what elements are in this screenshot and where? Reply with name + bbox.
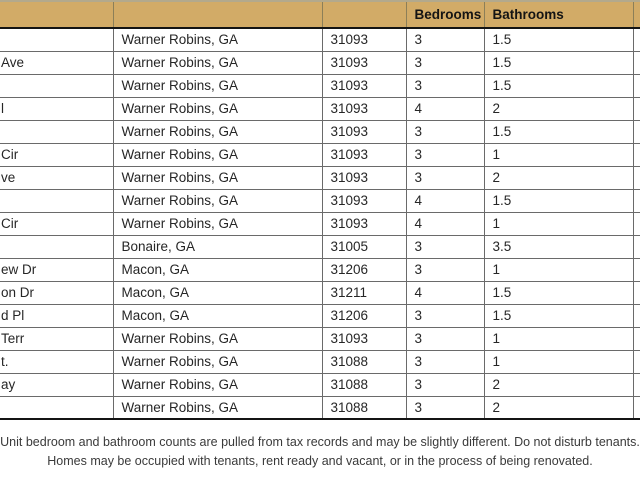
table-row — [0, 166, 640, 189]
table-row — [0, 327, 640, 350]
cell-address: l — [0, 97, 113, 120]
cell-bedrooms: 4 — [406, 212, 484, 235]
cell-zip: 31093 — [322, 120, 406, 143]
cell-bathrooms: 2 — [484, 97, 633, 120]
cell-zip: 31093 — [322, 166, 406, 189]
cell-zip: 31206 — [322, 304, 406, 327]
cell-bedrooms: 3 — [406, 28, 484, 51]
cell-extra — [633, 350, 640, 373]
cell-bedrooms: 3 — [406, 373, 484, 396]
cell-bedrooms: 3 — [406, 304, 484, 327]
cell-bedrooms: 4 — [406, 281, 484, 304]
cell-bathrooms: 1 — [484, 212, 633, 235]
cell-bathrooms: 2 — [484, 373, 633, 396]
table-row — [0, 51, 640, 74]
cell-bathrooms: 1.5 — [484, 51, 633, 74]
cell-bedrooms: 3 — [406, 258, 484, 281]
cell-bathrooms: 1 — [484, 143, 633, 166]
cell-city: Macon, GA — [113, 304, 322, 327]
cell-extra — [633, 327, 640, 350]
cell-bathrooms: 2 — [484, 396, 633, 419]
cell-zip: 31088 — [322, 396, 406, 419]
column-header-address — [0, 1, 113, 28]
cell-zip: 31005 — [322, 235, 406, 258]
cell-address: Cir — [0, 212, 113, 235]
column-header-extra — [633, 1, 640, 28]
cell-bedrooms: 3 — [406, 327, 484, 350]
cell-extra — [633, 304, 640, 327]
cell-extra — [633, 51, 640, 74]
cell-city: Warner Robins, GA — [113, 51, 322, 74]
cell-address: d Pl — [0, 304, 113, 327]
column-header-zip — [322, 1, 406, 28]
cell-zip: 31211 — [322, 281, 406, 304]
cell-bedrooms: 3 — [406, 396, 484, 419]
table-header — [0, 1, 640, 28]
cell-extra — [633, 235, 640, 258]
cell-extra — [633, 189, 640, 212]
cell-bedrooms: 3 — [406, 235, 484, 258]
column-header-city — [113, 1, 322, 28]
cell-zip: 31093 — [322, 143, 406, 166]
cell-address: ew Dr — [0, 258, 113, 281]
table-row — [0, 120, 640, 143]
table-row — [0, 189, 640, 212]
table-row — [0, 97, 640, 120]
cell-extra — [633, 166, 640, 189]
cell-city: Warner Robins, GA — [113, 166, 322, 189]
column-header-bedrooms: Bedrooms — [406, 1, 484, 28]
header-row — [0, 1, 640, 28]
cell-bathrooms: 1.5 — [484, 304, 633, 327]
cell-zip: 31093 — [322, 74, 406, 97]
table-row — [0, 143, 640, 166]
cell-bathrooms: 1 — [484, 327, 633, 350]
table-row — [0, 235, 640, 258]
table-row — [0, 350, 640, 373]
table-row — [0, 28, 640, 51]
cell-bedrooms: 3 — [406, 120, 484, 143]
cell-zip: 31093 — [322, 28, 406, 51]
cell-city: Warner Robins, GA — [113, 28, 322, 51]
table-row — [0, 258, 640, 281]
cell-address — [0, 396, 113, 419]
cell-bathrooms: 1.5 — [484, 28, 633, 51]
cell-city: Warner Robins, GA — [113, 97, 322, 120]
cell-extra — [633, 120, 640, 143]
cell-bathrooms: 1.5 — [484, 120, 633, 143]
table-row — [0, 373, 640, 396]
cell-zip: 31093 — [322, 189, 406, 212]
cell-bedrooms: 3 — [406, 74, 484, 97]
cell-address: Cir — [0, 143, 113, 166]
cell-zip: 31206 — [322, 258, 406, 281]
cell-extra — [633, 28, 640, 51]
cell-address — [0, 120, 113, 143]
cell-address: ve — [0, 166, 113, 189]
cell-extra — [633, 281, 640, 304]
cell-city: Warner Robins, GA — [113, 327, 322, 350]
cell-address — [0, 28, 113, 51]
cell-city: Warner Robins, GA — [113, 189, 322, 212]
cell-bathrooms: 1 — [484, 350, 633, 373]
cell-bathrooms: 1 — [484, 258, 633, 281]
cell-zip: 31093 — [322, 327, 406, 350]
cell-bathrooms: 3.5 — [484, 235, 633, 258]
cell-extra — [633, 74, 640, 97]
cell-address: on Dr — [0, 281, 113, 304]
table-row — [0, 281, 640, 304]
cell-zip: 31093 — [322, 97, 406, 120]
cell-extra — [633, 396, 640, 419]
cell-city: Warner Robins, GA — [113, 350, 322, 373]
disclaimer — [0, 433, 640, 471]
cell-address: Terr — [0, 327, 113, 350]
cell-extra — [633, 97, 640, 120]
cell-bathrooms: 2 — [484, 166, 633, 189]
cell-bathrooms: 1.5 — [484, 74, 633, 97]
cell-zip: 31093 — [322, 212, 406, 235]
cell-city: Macon, GA — [113, 258, 322, 281]
cell-city: Warner Robins, GA — [113, 74, 322, 97]
cell-bedrooms: 3 — [406, 166, 484, 189]
cell-city: Warner Robins, GA — [113, 373, 322, 396]
cell-address: t. — [0, 350, 113, 373]
disclaimer-line-1: Unit bedroom and bathroom counts are pulled from tax records and may be slightly different. Do not disturb tenants. — [0, 435, 640, 449]
cell-address: ay — [0, 373, 113, 396]
cell-bedrooms: 4 — [406, 97, 484, 120]
cell-city: Warner Robins, GA — [113, 143, 322, 166]
cell-bathrooms: 1.5 — [484, 189, 633, 212]
table-row — [0, 304, 640, 327]
cell-extra — [633, 212, 640, 235]
cell-zip: 31093 — [322, 51, 406, 74]
cell-bedrooms: 3 — [406, 350, 484, 373]
cell-extra — [633, 373, 640, 396]
table-row — [0, 74, 640, 97]
table-row — [0, 212, 640, 235]
cell-address — [0, 235, 113, 258]
cell-zip: 31088 — [322, 350, 406, 373]
cell-extra — [633, 143, 640, 166]
cell-city: Macon, GA — [113, 281, 322, 304]
disclaimer-line-2: Homes may be occupied with tenants, rent ready and vacant, or in the process of being renovated. — [47, 454, 593, 468]
cell-address: Ave — [0, 51, 113, 74]
cell-bathrooms: 1.5 — [484, 281, 633, 304]
cell-extra — [633, 258, 640, 281]
cell-city: Warner Robins, GA — [113, 212, 322, 235]
column-header-bathrooms: Bathrooms — [484, 1, 633, 28]
cell-city: Warner Robins, GA — [113, 120, 322, 143]
table-body — [0, 28, 640, 419]
cell-zip: 31088 — [322, 373, 406, 396]
cell-address — [0, 189, 113, 212]
cell-bedrooms: 3 — [406, 51, 484, 74]
cell-city: Bonaire, GA — [113, 235, 322, 258]
cell-address — [0, 74, 113, 97]
cell-bedrooms: 3 — [406, 143, 484, 166]
cell-bedrooms: 4 — [406, 189, 484, 212]
cell-city: Warner Robins, GA — [113, 396, 322, 419]
table-row — [0, 396, 640, 419]
